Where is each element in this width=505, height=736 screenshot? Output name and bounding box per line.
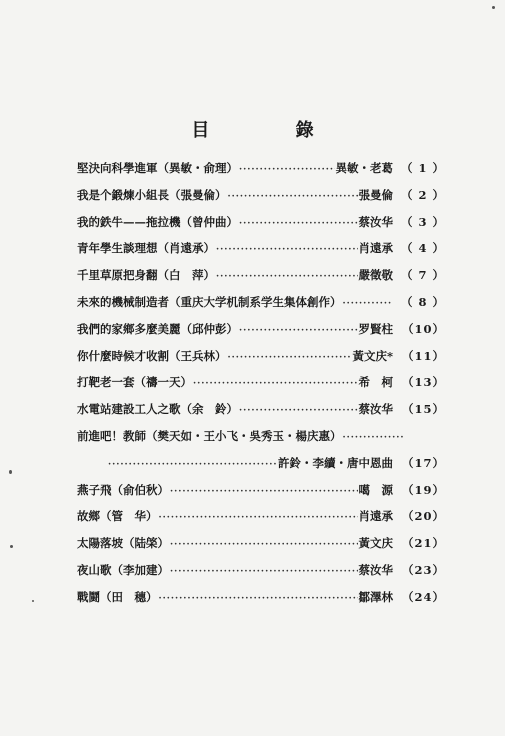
toc-entry bbox=[77, 160, 445, 187]
toc-entry bbox=[77, 562, 445, 589]
print-speck bbox=[10, 545, 13, 548]
entry-title: 你什麼時候才收割（王兵林） bbox=[77, 348, 227, 363]
entry-page: （24） bbox=[401, 589, 445, 604]
entry-author: 蔡汝华 bbox=[358, 562, 393, 577]
entry-title: 太陽落坡（陆棨） bbox=[77, 536, 169, 551]
entry-page: （17） bbox=[401, 455, 445, 470]
leader-dots bbox=[228, 353, 352, 363]
entry-page: （ 4 ） bbox=[400, 241, 445, 256]
leader-dots bbox=[343, 433, 403, 443]
entry-author: 蔡汝华 bbox=[358, 214, 393, 229]
toc-entry bbox=[77, 294, 445, 321]
leader-dots bbox=[170, 567, 358, 577]
leader-dots bbox=[239, 326, 358, 336]
entry-page: （10） bbox=[401, 321, 445, 336]
entry-title: 前進吧！教師（樊天如・王小飞・吳秀玉・楊庆惠） bbox=[77, 428, 342, 443]
toc-entry bbox=[77, 214, 445, 241]
toc-entry bbox=[77, 482, 445, 509]
entry-title: 燕子飛（俞伯秋） bbox=[77, 482, 169, 497]
toc-entry-continuation bbox=[77, 455, 445, 482]
toc-entry bbox=[77, 267, 445, 294]
entry-author: 黃文庆* bbox=[352, 348, 393, 363]
entry-author: 張曼倫 bbox=[358, 187, 393, 202]
entry-title: 水電站建設工人之歌（余 鈴） bbox=[77, 402, 238, 417]
leader-dots bbox=[216, 272, 358, 282]
page-title: 目 錄 bbox=[191, 120, 354, 141]
entry-page: （19） bbox=[401, 482, 445, 497]
print-speck bbox=[492, 6, 495, 9]
leader-dots bbox=[159, 513, 358, 523]
leader-dots bbox=[239, 219, 358, 229]
entry-author: 罗賢柱 bbox=[358, 321, 393, 336]
entry-title: 戰鬪（田 穗） bbox=[77, 589, 158, 604]
entry-page: （ 7 ） bbox=[400, 268, 445, 283]
leader-dots bbox=[239, 406, 358, 416]
entry-page: （20） bbox=[401, 509, 445, 524]
leader-dots bbox=[170, 540, 358, 550]
entry-title: 未來的機械制造者（重庆大学机制系学生集体創作） bbox=[77, 294, 342, 309]
entry-title: 打靶老一套（禱一天） bbox=[77, 375, 192, 390]
leader-dots bbox=[193, 379, 358, 389]
entry-author: 蔡汝华 bbox=[358, 402, 393, 417]
entry-page: （11） bbox=[401, 348, 445, 363]
entry-title: 夜山歌（李加建） bbox=[77, 562, 169, 577]
entry-author: 肖遠承 bbox=[358, 509, 393, 524]
entry-title: 我是个鍛煉小組長（張曼倫） bbox=[77, 187, 227, 202]
entry-page: （ 1 ） bbox=[400, 161, 445, 175]
entry-author: 黃文庆 bbox=[358, 536, 393, 551]
leader-dots bbox=[343, 299, 393, 309]
entry-author: 希 柯 bbox=[358, 375, 393, 390]
toc-entry bbox=[77, 401, 445, 428]
entry-title: 我們的家鄉多麼美麗（邱仲彭） bbox=[77, 321, 238, 336]
entry-page: （13） bbox=[401, 375, 445, 390]
toc-entry bbox=[77, 321, 445, 348]
toc-entry bbox=[77, 348, 445, 375]
entry-author: 肖遠承 bbox=[358, 241, 393, 256]
toc-entry bbox=[77, 508, 445, 535]
entry-title: 千里草原把身翻（白 萍） bbox=[77, 268, 215, 283]
entry-author: 噶 源 bbox=[358, 482, 393, 497]
entry-title: 我的鉄牛——拖拉機（曾仲曲） bbox=[77, 214, 238, 229]
leader-dots bbox=[108, 460, 277, 470]
table-of-contents bbox=[77, 160, 445, 616]
entry-page: （15） bbox=[401, 402, 445, 417]
entry-author: 許鈴・李續・唐中恩曲 bbox=[278, 455, 393, 470]
leader-dots bbox=[216, 245, 358, 255]
entry-page: （ 3 ） bbox=[400, 214, 445, 229]
print-speck bbox=[9, 470, 12, 474]
entry-author: 異敏・老葛 bbox=[335, 161, 393, 175]
print-speck bbox=[32, 600, 34, 602]
toc-entry bbox=[77, 240, 445, 267]
entry-author: 嚴徵敬 bbox=[358, 268, 393, 283]
leader-dots bbox=[159, 594, 358, 604]
entry-title: 青年學生談理想（肖遠承） bbox=[77, 241, 215, 256]
entry-title: 堅決向科學進軍（異敏・俞理） bbox=[77, 161, 238, 175]
toc-entry bbox=[77, 589, 445, 616]
entry-page: （23） bbox=[401, 562, 445, 577]
toc-entry bbox=[77, 374, 445, 401]
entry-title: 故鄉（管 华） bbox=[77, 509, 158, 524]
entry-page: （ 8 ） bbox=[400, 294, 445, 309]
toc-entry bbox=[77, 535, 445, 562]
leader-dots bbox=[239, 165, 335, 175]
leader-dots bbox=[170, 487, 358, 497]
entry-page: （ 2 ） bbox=[400, 187, 445, 202]
toc-entry bbox=[77, 187, 445, 214]
leader-dots bbox=[228, 192, 358, 202]
entry-author: 鄒澤林 bbox=[358, 589, 393, 604]
toc-entry bbox=[77, 428, 445, 455]
entry-page: （21） bbox=[401, 536, 445, 551]
